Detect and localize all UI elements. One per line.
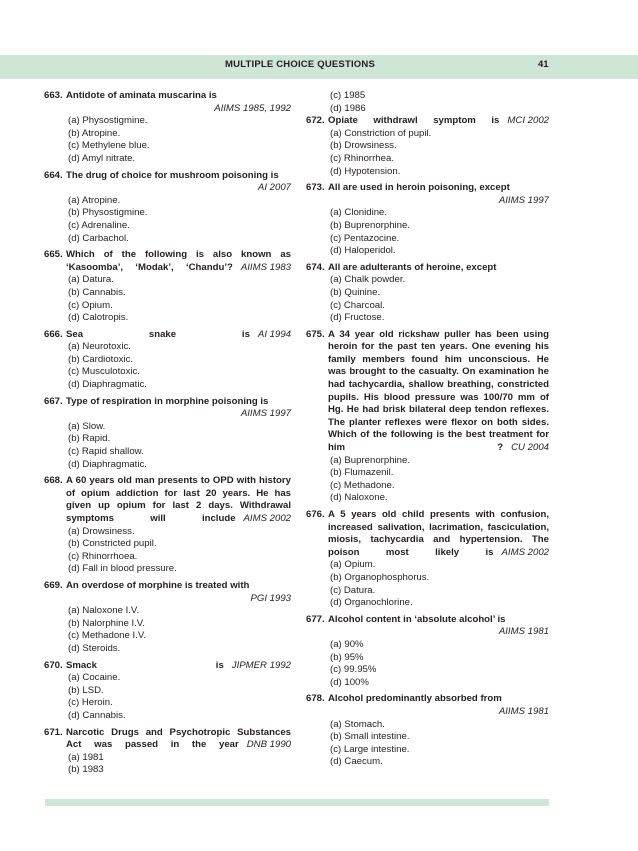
option: (c) 99.95%	[330, 664, 377, 676]
question-item	[44, 170, 291, 246]
question-number: 667.	[44, 395, 63, 407]
option: (b) Cannabis.	[68, 286, 126, 298]
question-stem	[44, 475, 291, 525]
option: (b) Drowsiness.	[330, 140, 397, 152]
option: (c) Datura.	[330, 584, 376, 596]
question-number: 664.	[44, 169, 63, 181]
option: (b) Small intestine.	[330, 731, 410, 743]
exam-source: DNB 1990	[246, 739, 291, 751]
question-number: 678.	[306, 693, 325, 705]
options-list	[44, 341, 291, 391]
question-item	[306, 693, 549, 769]
question-item	[306, 329, 549, 505]
question-text: All are adulterants of heroine, except	[328, 261, 497, 273]
options-list	[44, 195, 291, 245]
option: (a) Buprenorphine.	[330, 454, 410, 466]
option: (d) Calotropis.	[68, 312, 129, 324]
question-text: A 34 year old rickshaw puller has been using heroin for the past ten years. One evening his family members found him unconscious. He was brought to the casualty. On examination he had tachycardia, shallow breathing, constricted pupils. His blood pressure was 100/70 mm of Hg. He had brisk bilateral deep tendon reflexes. The planter reflexes were flexor on both sides. Which of the following is the best treatment for him ?	[328, 328, 549, 454]
question-number: 663.	[44, 90, 63, 101]
option: (c) Charcoal.	[330, 299, 385, 311]
option: (c) Heroin.	[68, 697, 113, 709]
page-header	[0, 55, 638, 79]
options-list	[306, 455, 549, 505]
option: (a) Physostigmine.	[68, 115, 148, 127]
option: (a) Atropine.	[68, 194, 121, 206]
option: (a) Cocaine.	[68, 672, 121, 684]
question-item	[44, 475, 291, 576]
question-text: Antidote of aminata muscarina is	[66, 90, 217, 101]
exam-source: AIMS 2002	[243, 513, 291, 524]
options-list	[306, 639, 549, 689]
exam-source: AIIMS 1997	[498, 194, 549, 206]
question-stem	[306, 329, 549, 455]
option: (c) Methadone.	[330, 479, 395, 491]
options-list	[306, 274, 549, 324]
question-item	[306, 182, 549, 258]
question-stem	[44, 727, 291, 752]
question-item	[306, 509, 549, 610]
option: (b) Buprenorphine.	[330, 219, 410, 231]
option: (d) Fructose.	[330, 312, 385, 324]
option: (a) Clonidine.	[330, 207, 388, 219]
option: (b) Cardiotoxic.	[68, 353, 134, 365]
exam-source: PGI 1993	[250, 592, 291, 604]
options-list	[44, 752, 291, 777]
option: (a) 90%	[330, 638, 364, 650]
option: (a) Stomach.	[330, 718, 385, 730]
exam-source: AI 2007	[257, 182, 291, 194]
question-number: 669.	[44, 579, 63, 591]
option: (b) Atropine.	[68, 127, 121, 139]
question-stem	[306, 614, 549, 639]
question-stem	[44, 249, 291, 274]
question-number: 675.	[306, 328, 325, 340]
question-number: 665.	[44, 249, 63, 261]
question-text: A 5 years old child presents with confusion, increased salivation, lacrimation, fasciculation, miosis, tachycardia and hypertension. The poison most likely is	[328, 509, 549, 558]
question-text: Alcohol predominantly absorbed from	[328, 693, 502, 705]
options-list	[44, 672, 291, 722]
option: (a) Constriction of pupil.	[330, 127, 432, 139]
option: (b) LSD.	[68, 684, 104, 696]
question-stem	[306, 693, 549, 718]
question-number: 674.	[306, 261, 325, 273]
question-text: All are used in heroin poisoning, except	[328, 182, 510, 194]
question-text: Which of the following is also known as ‘Kasoomba’, ‘Modak’, ‘Chandu’?	[66, 249, 291, 273]
option: (c) Pentazocine.	[330, 232, 400, 244]
option: (c) Opium.	[68, 299, 113, 311]
option: (b) Nalorphine I.V.	[68, 617, 145, 629]
question-item	[44, 396, 291, 472]
question-text: Type of respiration in morphine poisoning is	[66, 395, 269, 407]
question-number: 666.	[44, 328, 63, 340]
question-item	[306, 614, 549, 690]
options-list	[306, 128, 549, 178]
question-stem	[44, 580, 291, 605]
exam-source: AIIMS 1981	[498, 626, 549, 638]
exam-source: CU 2004	[511, 442, 549, 454]
option: (b) Constricted pupil.	[68, 538, 157, 550]
option: (d) Cannabis.	[68, 709, 126, 721]
option: (b) 1983	[68, 764, 104, 776]
page-number: 41	[538, 59, 549, 70]
option: (a) Chalk powder.	[330, 274, 406, 286]
options-list	[306, 559, 549, 609]
question-stem	[44, 170, 291, 195]
exam-source: AI 1994	[257, 328, 291, 340]
question-item	[44, 580, 291, 656]
exam-source: AIIMS 1983	[240, 261, 291, 273]
exam-source: MCI 2002	[507, 115, 549, 127]
option: (d) Carbachol.	[68, 232, 129, 244]
question-stem	[44, 660, 291, 673]
exam-source: AIIMS 1981	[498, 705, 549, 717]
question-text: An overdose of morphine is treated with	[66, 579, 250, 591]
options-list	[306, 719, 549, 769]
question-number: 668.	[44, 475, 63, 487]
left-column	[44, 90, 291, 781]
exam-source: AIIMS 1997	[240, 408, 291, 420]
question-item	[44, 660, 291, 723]
option: (c) Adrenaline.	[68, 219, 130, 231]
option: (d) Diaphragmatic.	[68, 458, 147, 470]
question-text: Narcotic Drugs and Psychotropic Substances Act was passed in the year	[66, 726, 291, 751]
header-title: MULTIPLE CHOICE QUESTIONS	[225, 59, 375, 70]
option: (d) Caecum.	[330, 756, 383, 768]
option: (d) Fall in blood pressure.	[68, 563, 177, 575]
question-number: 672.	[306, 115, 325, 127]
continued-options	[306, 90, 549, 115]
question-item	[306, 115, 549, 178]
option: (a) Naloxone I.V.	[68, 605, 140, 617]
question-text: A 60 years old man presents to OPD with history of opium addiction for last 20 years. He has given up opium for last 2 days. Withdrawal symptoms will include	[66, 475, 291, 524]
question-item	[44, 329, 291, 392]
option: (d) Haloperidol.	[330, 245, 396, 257]
question-item	[44, 90, 291, 166]
question-stem	[306, 509, 549, 559]
option: (a) 1981	[68, 751, 104, 763]
option: (b) Physostigmine.	[68, 207, 148, 219]
option: (a) Opium.	[330, 559, 376, 571]
options-list	[44, 274, 291, 324]
option: (c) 1985	[330, 90, 366, 101]
question-stem	[44, 396, 291, 421]
options-list	[44, 526, 291, 576]
option: (c) Rapid shallow.	[68, 446, 144, 458]
option: (c) Rhinorrhoea.	[68, 550, 138, 562]
option: (a) Neurotoxic.	[68, 341, 131, 353]
question-text: Alcohol content in ‘absolute alcohol’ is	[328, 613, 506, 625]
option: (b) 95%	[330, 651, 364, 663]
question-item	[44, 249, 291, 325]
question-text: The drug of choice for mushroom poisoning is	[66, 169, 279, 181]
question-number: 671.	[44, 726, 63, 738]
option: (b) Organophosphorus.	[330, 571, 430, 583]
question-stem	[306, 115, 549, 128]
question-number: 670.	[44, 659, 63, 671]
option: (d) Organochlorine.	[330, 597, 413, 609]
option: (c) Rhinorrhea.	[330, 152, 394, 164]
exam-source: AIMS 2002	[501, 546, 549, 558]
question-number: 677.	[306, 613, 325, 625]
question-stem	[306, 182, 549, 207]
option: (d) 100%	[330, 676, 369, 688]
option: (b) Rapid.	[68, 433, 111, 445]
option: (a) Slow.	[68, 420, 106, 432]
right-questions	[306, 115, 549, 769]
question-number: 676.	[306, 509, 325, 520]
question-text: Opiate withdrawl symptom is	[328, 115, 500, 127]
option: (d) Amyl nitrate.	[68, 152, 136, 164]
options-list	[44, 605, 291, 655]
option: (c) Large intestine.	[330, 743, 410, 755]
option: (b) Quinine.	[330, 286, 381, 298]
options-list	[306, 207, 549, 257]
exam-source: JIPMER 1992	[231, 659, 291, 671]
question-text: Sea snake is	[66, 328, 250, 340]
options-list	[44, 421, 291, 471]
option: (d) Diaphragmatic.	[68, 379, 147, 391]
option: (c) Methylene blue.	[68, 140, 150, 152]
option: (c) Methadone I.V.	[68, 630, 147, 642]
option: (a) Datura.	[68, 274, 114, 286]
question-stem	[306, 262, 549, 275]
question-number: 673.	[306, 182, 325, 194]
option: (a) Drowsiness.	[68, 525, 135, 537]
question-item	[306, 262, 549, 325]
option: (c) Musculotoxic.	[68, 366, 140, 378]
options-list	[44, 115, 291, 165]
question-item	[44, 727, 291, 777]
option: (d) Hypotension.	[330, 165, 401, 177]
page-footer-band	[45, 799, 549, 806]
option: (d) 1986	[330, 102, 366, 114]
option: (b) Flumazenil.	[330, 467, 394, 479]
right-column	[306, 90, 549, 773]
exam-source: AIIMS 1985, 1992	[214, 102, 291, 114]
option: (d) Naloxone.	[330, 492, 388, 504]
question-text: Smack is	[66, 659, 224, 671]
question-stem	[44, 90, 291, 115]
question-stem	[44, 329, 291, 342]
option: (d) Steroids.	[68, 642, 121, 654]
